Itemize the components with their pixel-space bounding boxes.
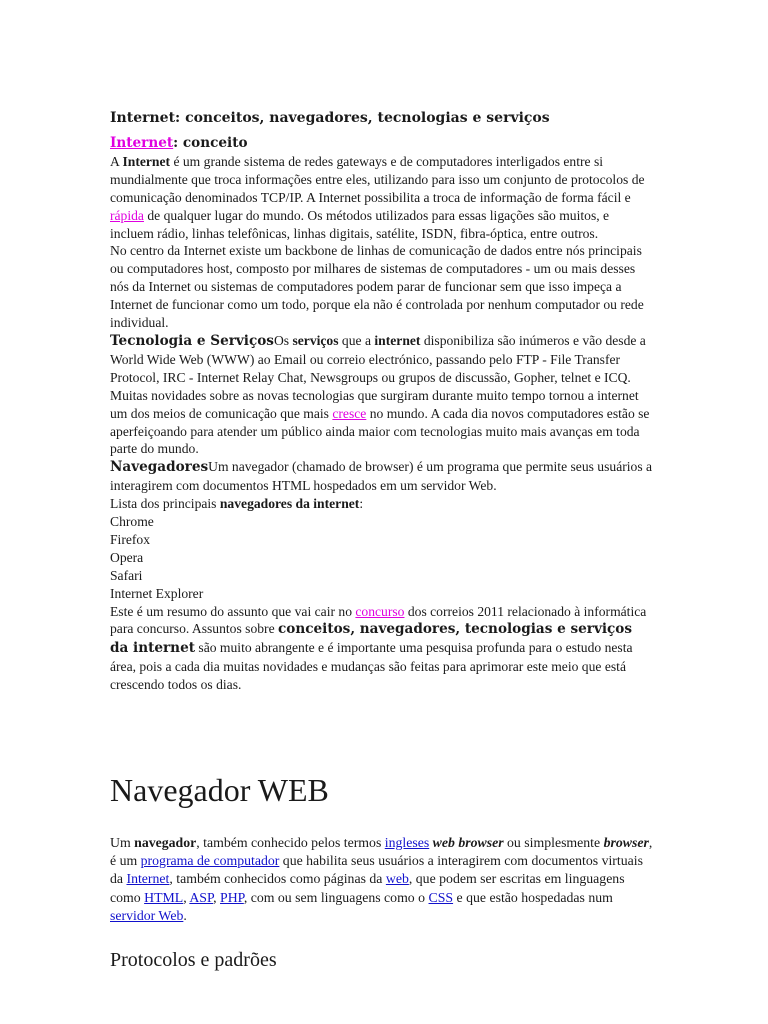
list-item: Internet Explorer (110, 585, 204, 601)
wiki-section (110, 770, 655, 973)
summary-paragraph: Este é um resumo do assunto que vai cair no concurso dos correios 2011 relacionado à informática para concurso. Assuntos sobre conceitos, navegadores, tecnologias e serviços da internet são muito abrangente e é importante uma pesquisa profunda para o estudo nesta área, pois a cada dia muitas novidades e mudanças são feitas para aprimorar este meio que está crescendo todos os dias. (110, 603, 647, 693)
asp-link[interactable]: ASP (189, 889, 214, 905)
wiki-paragraph: Um navegador, também conhecido pelos termos ingleses web browser ou simplesmente browser, é um programa de computador que habilita seus usuários a interagirem com documentos virtuais da Internet, também conhecidos como páginas da web, que podem ser escritas em linguagens como HTML, ASP, PHP, com ou sem linguagens como o CSS e que estão hospedadas num servidor Web. (110, 835, 653, 923)
internet-concept-heading (110, 134, 655, 153)
page-title: Internet: conceitos, navegadores, tecnologias e serviços (110, 110, 550, 126)
tech-paragraph: Tecnologia e ServiçosOs serviços que a internet disponibiliza são inúmeros e vão desde a World Wide Web (WWW) ao Email ou correio electrónico, passando pelo FTP - File Transfer Protocol, IRC - Internet Relay Chat, Newsgroups ou grupos de discussão, Gopher, telnet e ICQ. Muitas novidades sobre as novas tecnologias que surgiram durante muito tempo tornou a internet um dos meios de comunicação que mais cresce no mundo. A cada dia novos computadores estão se aperfeiçoando para atender um público ainda maior com tecnologias muito mais avanças em toda parte do mundo. (110, 332, 650, 457)
article-section (110, 108, 655, 694)
cresce-link[interactable]: cresce (332, 405, 367, 421)
internet-paragraph-2: No centro da Internet existe um backbone de linhas de comunicação de dados entre nós principais ou computadores host, composto por milhares de sistemas de computadores - um ou mais desses nós da Internet ou sistemas de computadores podem parar de funcionar sem que isso impeça a Internet de funcionar como um todo, porque ela não é controlada por nenhum computador ou rede individual. (110, 243, 644, 331)
list-item: Opera (110, 549, 144, 565)
rapida-link[interactable]: rápida (110, 207, 144, 223)
list-item: Chrome (110, 514, 154, 530)
tech-heading: Tecnologia e Serviços (110, 332, 274, 349)
internet-wiki-link[interactable]: Internet (126, 871, 170, 887)
list-item: Firefox (110, 531, 151, 547)
html-link[interactable]: HTML (144, 889, 184, 905)
navegadores-paragraph: NavegadoresUm navegador (chamado de browser) é um programa que permite seus usuários a interagirem com documentos HTML hospedados em um servidor Web. (110, 459, 653, 494)
css-link[interactable]: CSS (428, 889, 454, 905)
concurso-link[interactable]: concurso (355, 603, 405, 619)
concept-label: : conceito (173, 135, 248, 151)
ingleses-link[interactable]: ingleses (384, 835, 430, 850)
php-link[interactable]: PHP (220, 889, 244, 905)
protocolos-heading: Protocolos e padrões (110, 949, 277, 972)
navegador-web-heading: Navegador WEB (110, 772, 329, 808)
navegadores-heading: Navegadores (110, 459, 209, 476)
servidor-web-link[interactable]: servidor Web (110, 907, 184, 923)
internet-paragraph-1: A Internet é um grande sistema de redes gateways e de computadores interligados entre si mundialmente que troca informações entre eles, utilizando para isso um conjunto de protocolos de comunicação denominados TCP/IP. A Internet possibilita a troca de informação de forma fácil e rápida de qualquer lugar do mundo. Os métodos utilizados para essas ligações são muitos, e incluem rádio, linhas telefônicas, linhas digitais, satélite, ISDN, fibra-óptica, entre outros. (110, 153, 645, 241)
internet-link[interactable]: Internet (110, 135, 174, 151)
programa-de-computador-link[interactable]: programa de computador (140, 853, 280, 869)
browser-list (110, 513, 655, 603)
web-link[interactable]: web (385, 871, 409, 887)
browser-list-intro: Lista dos principais navegadores da internet: (110, 496, 364, 512)
list-item: Safari (110, 567, 143, 583)
